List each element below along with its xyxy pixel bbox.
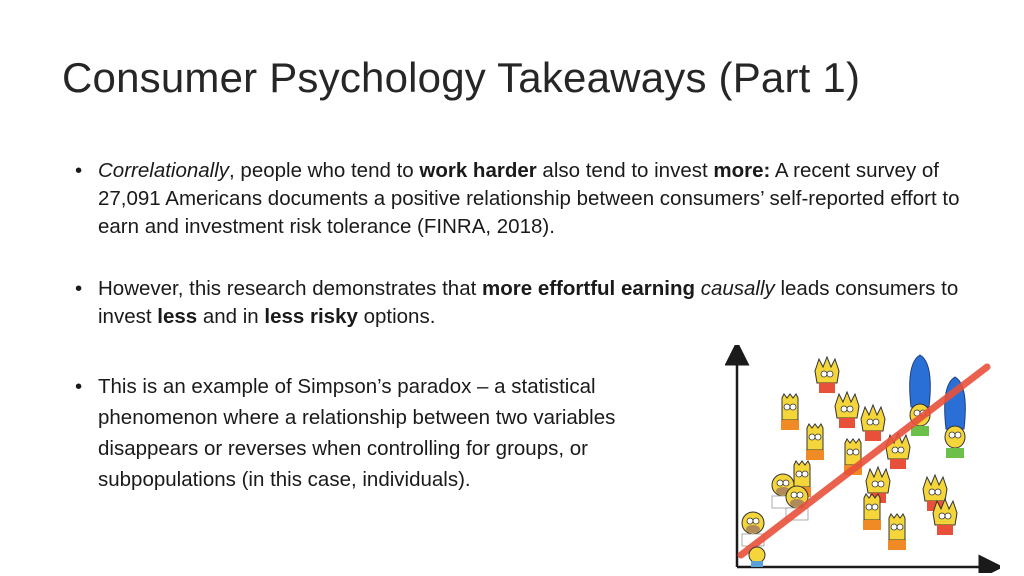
text-segment: A recent survey of 27,091 Americans documents a positive relationship between consumers’ self-reported effort to earn and investment risk tolerance (FINRA, 2018).: [98, 159, 960, 238]
simpsons-paradox-scatter-icon: [725, 345, 1000, 573]
text-segment: , people who tend to: [229, 159, 420, 182]
slide-title: Consumer Psychology Takeaways (Part 1): [62, 54, 861, 101]
maggie-icon: [749, 547, 765, 567]
text-segment: Correlationally: [98, 159, 230, 182]
text-segment: also tend to invest: [536, 159, 714, 182]
text-segment: This is an example of Simpson’s paradox – a statistical phenomenon where a relationship between two variables disappears or reverses when controlling for groups, or subpopulations (in this case, individuals).: [98, 375, 616, 491]
text-segment: more effortful earning: [482, 277, 695, 300]
bullet-marker: •: [75, 375, 83, 398]
bullet-text: [98, 275, 978, 331]
bullet-text: [98, 157, 978, 241]
text-segment: less risky: [264, 305, 358, 328]
text-segment: work harder: [419, 159, 537, 182]
text-segment: and in: [197, 305, 265, 328]
text-segment: However, this research demonstrates that: [98, 277, 482, 300]
bullet-marker: •: [75, 159, 83, 182]
bullet-marker: •: [75, 277, 83, 300]
text-segment: less: [157, 305, 198, 328]
text-segment: leads consumers to invest: [98, 277, 959, 328]
text-segment: more:: [713, 159, 771, 182]
text-segment: options.: [357, 305, 436, 328]
text-segment: causally: [700, 277, 775, 300]
bullet-text: [98, 371, 708, 495]
